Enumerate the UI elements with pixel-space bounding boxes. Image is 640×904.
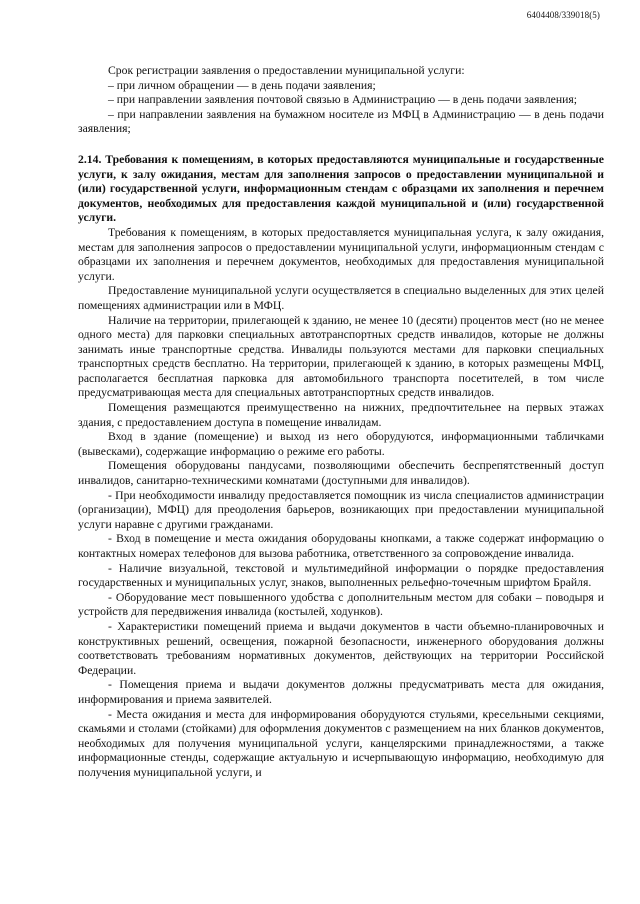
paragraph: Помещения размещаются преимущественно на нижних, предпочтительнее на первых этажах здания, с предоставлением доступа в помещение инвалидам. <box>78 401 604 429</box>
document-number: 6404408/339018(5) <box>526 10 600 20</box>
paragraph: - Места ожидания и места для информирования оборудуются стульями, кресельными секциями, скамьями и столами (стойками) для оформления документов с размещением на них бланков документов, необходимых для получения муниципальной услуги, канцелярскими принадлежностями, а также информационные стенды, содержащие актуальную и исчерпывающую информацию, необходимую для получения муниципальной услуги, и <box>78 707 604 779</box>
paragraph: - При необходимости инвалиду предоставляется помощник из числа специалистов администрации (организации), МФЦ) для преодоления барьеров, возникающих при предоставлении муниципальной услуги наравне с другими гражданами. <box>78 488 604 531</box>
paragraph: Наличие на территории, прилегающей к зданию, не менее 10 (десяти) процентов мест (но не менее одного места) для парковки специальных автотранспортных средств инвалидов, которые не должны занимать иные транспортные средства. Инвалиды пользуются местами для парковки специальных транспортных средств бесплатно. На территории, прилегающей к зданию, в которых размещены МФЦ, располагается бесплатная парковка для автомобильного транспорта посетителей, в том числе предусматривающая места для специальных автотранспортных средств инвалидов. <box>78 313 604 400</box>
section-heading: 2.14. Требования к помещениям, в которых предоставляются муниципальные и государственные услуги, к залу ожидания, местам для заполнения запросов о предоставлении муниципальной и (или) государственной услуги, информационным стендам с образцами их заполнения и перечнем документов, необходимых для предоставления каждой муниципальной и (или) государственной услуги. <box>78 152 604 225</box>
registration-title: Срок регистрации заявления о предоставлении муниципальной услуги: <box>108 64 465 77</box>
paragraph: - Оборудование мест повышенного удобства с дополнительным местом для собаки – поводыря и устройств для передвижения инвалида (костылей, ходунков). <box>78 590 604 619</box>
paragraph: Вход в здание (помещение) и выход из него оборудуются, информационными табличками (вывесками), содержащие информацию о режиме его работы. <box>78 430 604 458</box>
paragraph: Требования к помещениям, в которых предоставляется муниципальная услуга, к залу ожидания, местам для заполнения запросов о предоставлении муниципальной услуги, информационным стендам с образцами их заполнения и перечнем документов, необходимых для предоставления муниципальной услуги. <box>78 225 604 283</box>
registration-block <box>78 64 604 137</box>
registration-item: – при личном обращении — в день подачи заявления; <box>108 78 376 92</box>
paragraph: Помещения оборудованы пандусами, позволяющими обеспечить беспрепятственный доступ инвалидов, санитарно-техническими комнатами (доступными для инвалидов). <box>78 459 604 488</box>
paragraph: - Наличие визуальной, текстовой и мультимедийной информации о порядке предоставления государственных и муниципальных услуг, знаков, выполненных рельефно-точечным шрифтом Брайля. <box>78 561 604 590</box>
document-body <box>78 64 604 781</box>
registration-item: – при направлении заявления почтовой связью в Администрацию — в день подачи заявления; <box>108 93 577 107</box>
paragraph: Предоставление муниципальной услуги осуществляется в специально выделенных для этих целей помещениях администрации или в МФЦ. <box>78 284 604 312</box>
paragraph: - Характеристики помещений приема и выдачи документов в части объемно-планировочных и конструктивных решений, освещения, пожарной безопасности, инженерного оборудования должны соответствовать требованиям нормативных документов, действующих на территории Российской Федерации. <box>78 619 604 677</box>
paragraph: - Вход в помещение и места ожидания оборудованы кнопками, а также содержат информацию о контактных номерах телефонов для вызова работника, ответственного за сопровождение инвалида. <box>78 532 604 560</box>
registration-item: – при направлении заявления на бумажном носителе из МФЦ в Администрацию — в день подачи заявления; <box>78 107 604 136</box>
paragraph: - Помещения приема и выдачи документов должны предусматривать места для ожидания, информирования и приема заявителей. <box>78 678 604 706</box>
section-paragraphs <box>78 226 604 781</box>
